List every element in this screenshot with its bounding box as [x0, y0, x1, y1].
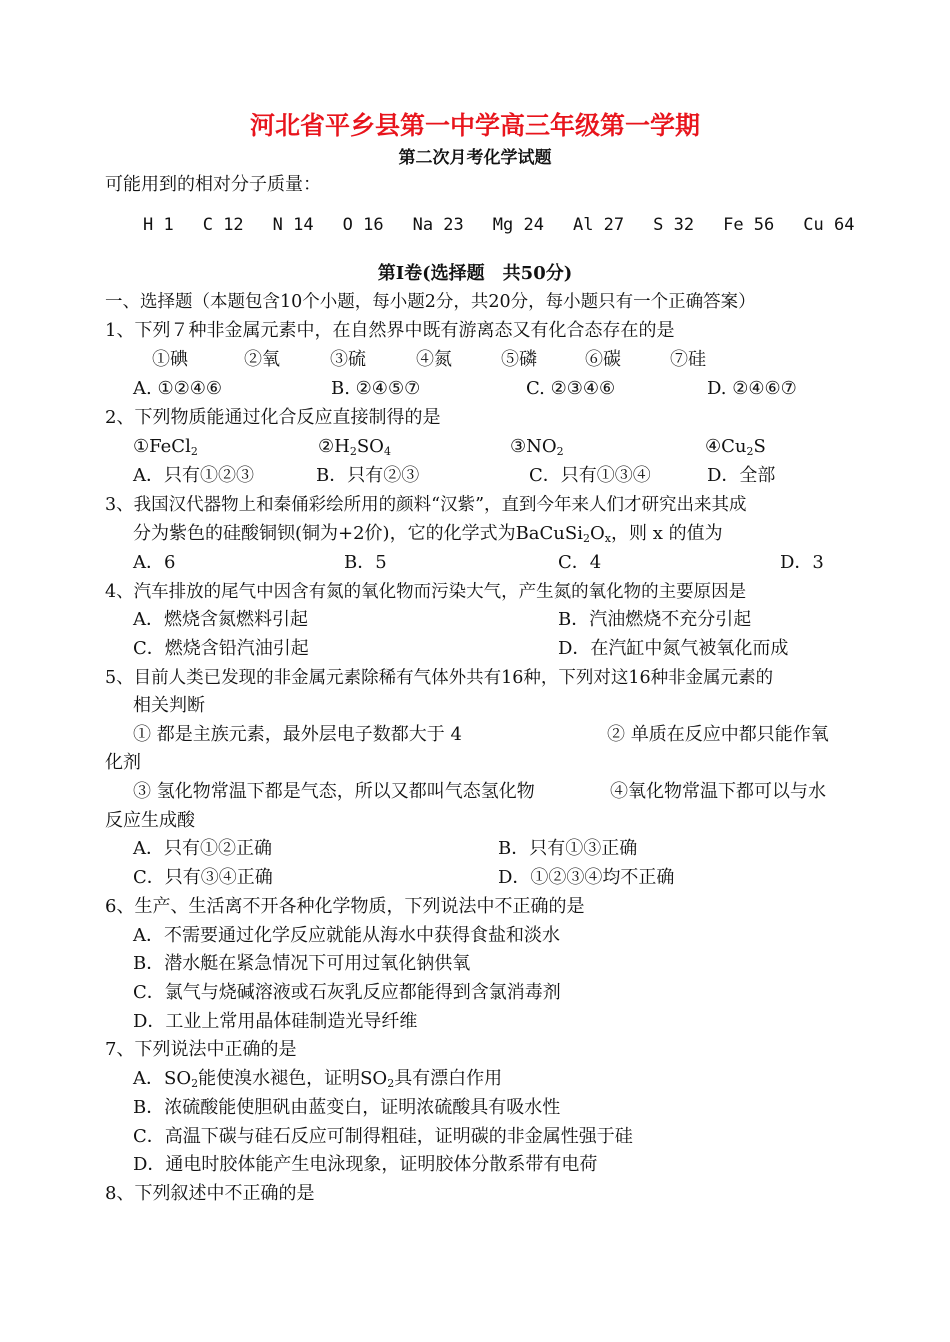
q7-text: A．SO [133, 1068, 192, 1089]
q1-element: ③硫 [330, 349, 366, 370]
q3-text: 分为紫色的硅酸铜钡(铜为+2价)，它的化学式为BaCuSi [133, 523, 583, 544]
q2-item-text: ②H [318, 436, 350, 457]
q3-option: A．6 [133, 552, 176, 573]
q2-item [133, 435, 198, 459]
q3-stem-cont [133, 522, 723, 546]
q6-option: B．潜水艇在紧急情况下可用过氧化钠供氧 [133, 953, 471, 974]
q4-option: D．在汽缸中氮气被氧化而成 [558, 638, 789, 659]
mass-item: N 14 [272, 215, 314, 235]
q7-text: 具有漂白作用 [394, 1068, 503, 1089]
q2-option: B．只有②③ [316, 465, 420, 486]
q2-item-sub: 4 [383, 445, 391, 458]
q5-option: C．只有③④正确 [133, 867, 273, 888]
q1-element: ①碘 [152, 349, 188, 370]
q2-item-sub: 2 [556, 445, 564, 458]
mass-item: Mg 24 [492, 215, 544, 235]
q7-option [133, 1067, 502, 1091]
q5-stem: 5、目前人类已发现的非金属元素除稀有气体外共有16种，下列对这16种非金属元素的 [105, 668, 774, 688]
q5-statement: ③ 氢化物常温下都是气态，所以又都叫气态氢化物 [133, 781, 535, 802]
mass-item: S 32 [653, 215, 695, 235]
q5-statement-cont: 反应生成酸 [105, 810, 195, 831]
q4-stem: 4、汽车排放的尾气中因含有氮的氧化物而污染大气，产生氮的氧化物的主要原因是 [105, 582, 747, 602]
q7-sub: 2 [191, 1077, 199, 1090]
q2-item-text: ④Cu [705, 436, 747, 457]
section-instructions: 一、选择题（本题包含10个小题，每小题2分，共20分，每小题只有一个正确答案） [105, 292, 756, 312]
q3-option: D．3 [780, 552, 824, 573]
mass-item: O 16 [342, 215, 384, 235]
q6-option: C．氯气与烧碱溶液或石灰乳反应都能得到含氯消毒剂 [133, 982, 561, 1003]
q1-option: C. ②③④⑥ [526, 378, 616, 399]
q7-option: D．通电时胶体能产生电泳现象，证明胶体分散系带有电荷 [133, 1154, 598, 1175]
page-subtitle: 第二次月考化学试题 [398, 148, 552, 168]
mass-item: H 1 [143, 215, 174, 235]
mass-item: Al 27 [572, 215, 625, 235]
q2-item [705, 435, 766, 459]
q1-element: ⑦硅 [670, 349, 706, 370]
q5-stem-cont: 相关判断 [133, 695, 205, 716]
q6-stem: 6、生产、生活离不开各种化学物质，下列说法中不正确的是 [105, 896, 585, 917]
mass-item: C 12 [202, 215, 244, 235]
q7-text: 能使溴水褪色，证明SO [198, 1068, 388, 1089]
q2-item-sub: 2 [746, 445, 754, 458]
q1-element: ⑥碳 [585, 349, 621, 370]
q2-stem: 2、下列物质能通过化合反应直接制得的是 [105, 407, 441, 428]
q1-stem: 1、下列７种非金属元素中，在自然界中既有游离态又有化合态存在的是 [105, 320, 675, 341]
section-title: 第Ⅰ卷(选择题 共50分) [377, 263, 573, 284]
q3-sub: x [604, 532, 611, 545]
q1-option: D. ②④⑥⑦ [707, 378, 797, 399]
q2-option: D．全部 [707, 465, 776, 486]
page-title: 河北省平乡县第一中学高三年级第一学期 [249, 111, 700, 140]
q5-statement: ④氧化物常温下都可以与水 [610, 781, 826, 802]
q2-item-text: ①FeCl [133, 436, 191, 457]
q6-option: A．不需要通过化学反应就能从海水中获得食盐和淡水 [133, 925, 560, 946]
q4-option: B．汽油燃烧不充分引起 [558, 609, 752, 630]
q1-element: ⑤磷 [501, 349, 537, 370]
q5-statement-cont: 化剂 [105, 752, 141, 773]
q7-option: C．高温下碳与硅石反应可制得粗硅，证明碳的非金属性强于硅 [133, 1126, 633, 1147]
q2-item-sub: 2 [190, 445, 198, 458]
q3-option: B．5 [344, 552, 387, 573]
q2-item-text: S [753, 436, 766, 457]
q2-option: C．只有①③④ [529, 465, 651, 486]
q4-option: A．燃烧含氮燃料引起 [133, 609, 308, 630]
q3-text: O [590, 523, 605, 544]
q1-elements [152, 348, 706, 372]
q2-item-text: ③NO [510, 436, 557, 457]
q5-statement: ① 都是主族元素，最外层电子数都大于 4 [133, 724, 462, 745]
q4-option: C．燃烧含铅汽油引起 [133, 638, 309, 659]
q1-element: ②氧 [244, 349, 280, 370]
q5-statement: ② 单质在反应中都只能作氧 [607, 724, 829, 745]
q7-sub: 2 [387, 1077, 395, 1090]
q2-item [318, 435, 391, 459]
mass-item: Fe 56 [723, 215, 775, 235]
q7-option: B．浓硫酸能使胆矾由蓝变白，证明浓硫酸具有吸水性 [133, 1097, 561, 1118]
q5-option: A．只有①②正确 [133, 838, 272, 859]
q3-stem: 3、我国汉代器物上和秦俑彩绘所用的颜料“汉紫”，直到今年来人们才研究出来其成 [105, 495, 747, 515]
q6-option: D．工业上常用晶体硅制造光导纤维 [133, 1011, 418, 1032]
q7-stem: 7、下列说法中正确的是 [105, 1039, 297, 1060]
q3-text: ，则 x 的值为 [610, 523, 723, 544]
q2-item-sub: 2 [349, 445, 357, 458]
q1-option: A. ①②④⑥ [133, 378, 222, 399]
masses-row [143, 213, 854, 237]
masses-label: 可能用到的相对分子质量： [105, 174, 321, 195]
mass-item: Na 23 [412, 215, 464, 235]
q2-item-text: SO [356, 436, 384, 457]
q3-sub: 2 [583, 532, 590, 545]
q8-stem: 8、下列叙述中不正确的是 [105, 1183, 315, 1204]
q1-option: B. ②④⑤⑦ [331, 378, 421, 399]
q5-option: D．①②③④均不正确 [498, 867, 675, 888]
q1-element: ④氮 [416, 349, 452, 370]
q3-option: C．4 [558, 552, 602, 573]
q2-option: A．只有①②③ [133, 465, 254, 486]
mass-item: Cu 64 [803, 215, 855, 235]
q5-option: B．只有①③正确 [498, 838, 638, 859]
q2-item [510, 435, 564, 459]
